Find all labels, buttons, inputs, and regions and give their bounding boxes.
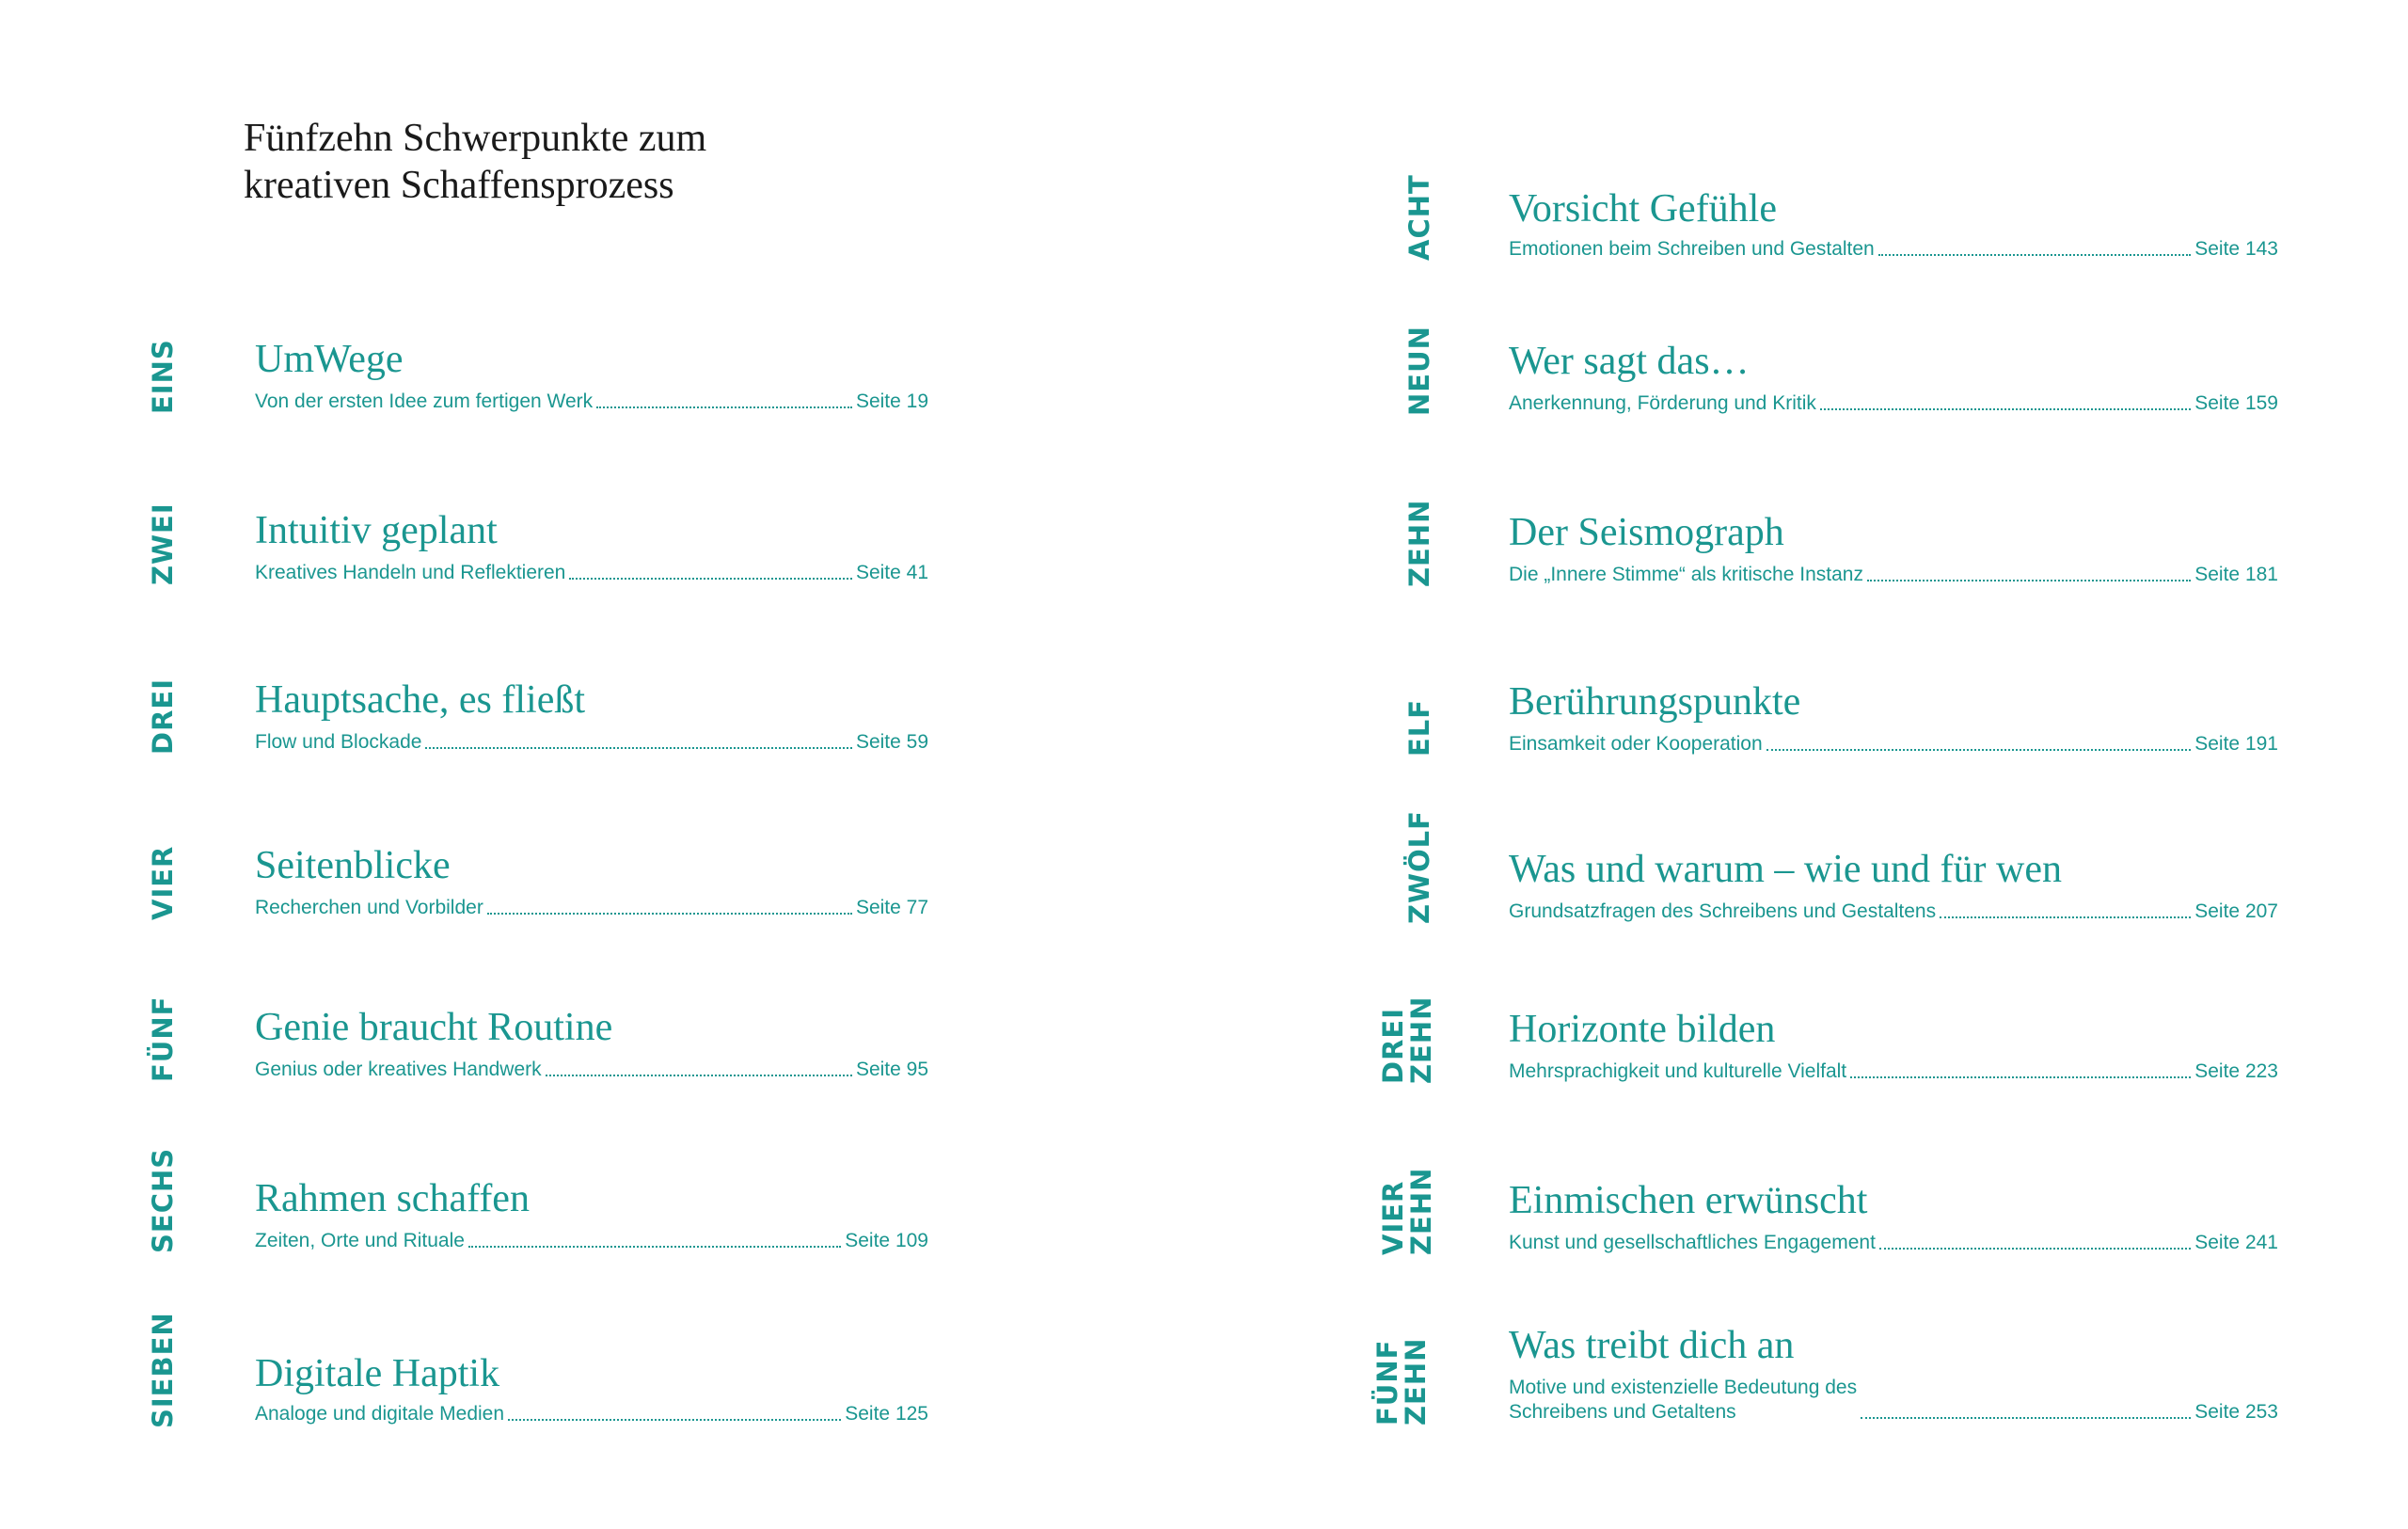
chapter-number-line: ZEHN <box>1405 995 1437 1084</box>
chapter-number <box>149 1148 177 1253</box>
chapter-subtitle-line: Anerkennung, Förderung und Kritik <box>1509 392 1816 414</box>
dotted-leader <box>487 913 852 915</box>
chapter-number-line: DREI <box>147 677 179 755</box>
chapter-subtitle-row <box>255 1402 928 1426</box>
chapter-subtitle <box>1509 1231 1876 1255</box>
chapter-number-line: EINS <box>147 339 179 414</box>
chapter-number <box>1405 500 1434 587</box>
chapter-subtitle <box>1509 563 1863 587</box>
chapter-number-line: NEUN <box>1403 326 1435 416</box>
dotted-leader <box>1878 254 2192 256</box>
chapter-subtitle <box>255 1402 504 1426</box>
chapter-number-line: ZWEI <box>147 502 179 585</box>
chapter-subtitle <box>1509 1376 1857 1425</box>
chapter-title: Was und warum – wie und für wen <box>1509 848 2062 891</box>
page-reference: Seite 41 <box>855 562 928 583</box>
chapter-subtitle <box>255 561 565 585</box>
dotted-leader <box>425 747 852 749</box>
chapter-subtitle-row <box>255 730 928 755</box>
chapter-subtitle-row <box>1509 563 2278 587</box>
page-title-line-2: kreativen Schaffensprozess <box>244 164 674 207</box>
chapter-subtitle <box>255 1058 542 1082</box>
chapter-number <box>1379 1168 1435 1255</box>
chapter-subtitle-row <box>1509 1376 2278 1425</box>
chapter-number <box>149 846 177 920</box>
dotted-leader <box>1850 1076 2191 1078</box>
chapter-subtitle-line: Von der ersten Idee zum fertigen Werk <box>255 390 594 412</box>
chapter-subtitle-line: Grundsatzfragen des Schreibens und Gestaltens <box>1509 900 1937 922</box>
chapter-number-line: ELF <box>1403 698 1435 757</box>
chapter-subtitle-line: Recherchen und Vorbilder <box>255 897 483 918</box>
chapter-title: Seitenblicke <box>255 844 451 887</box>
dotted-leader <box>1820 408 2191 410</box>
page-reference: Seite 19 <box>855 390 928 412</box>
chapter-subtitle-row <box>1509 391 2278 416</box>
chapter-number-line: ZEHN <box>1400 1337 1432 1425</box>
chapter-number-line: SECHS <box>147 1147 179 1253</box>
chapter-subtitle-line: Die „Innere Stimme“ als kritische Instanz <box>1509 564 1863 585</box>
chapter-title: Digitale Haptik <box>255 1352 500 1395</box>
chapter-subtitle <box>255 1229 465 1253</box>
page-reference: Seite 223 <box>2194 1060 2278 1082</box>
page-reference: Seite 77 <box>855 897 928 918</box>
chapter-subtitle <box>1509 1059 1846 1084</box>
chapter-title: UmWege <box>255 338 404 381</box>
chapter-subtitle <box>1509 732 1763 757</box>
page-reference: Seite 159 <box>2194 392 2278 414</box>
chapter-number-line: FÜNF <box>1371 1339 1403 1425</box>
page-reference: Seite 59 <box>855 731 928 753</box>
chapter-number <box>149 339 177 414</box>
chapter-subtitle-row <box>255 1058 928 1082</box>
chapter-number-line: ZWÖLF <box>1403 810 1435 924</box>
chapter-number <box>149 502 177 585</box>
chapter-number <box>149 678 177 755</box>
chapter-subtitle <box>255 390 593 414</box>
chapter-subtitle-line: Einsamkeit oder Kooperation <box>1509 733 1763 755</box>
page-reference: Seite 109 <box>845 1230 928 1251</box>
page-reference: Seite 181 <box>2194 564 2278 585</box>
chapter-subtitle-line: Zeiten, Orte und Rituale <box>255 1230 465 1251</box>
chapter-subtitle-row <box>1509 237 2278 262</box>
chapter-subtitle-line: Motive und existenzielle Bedeutung des <box>1509 1377 1858 1398</box>
chapter-subtitle-line: Schreibens und Getaltens <box>1509 1401 1736 1423</box>
chapter-number-line: VIER <box>147 845 179 920</box>
chapter-number-line: ACHT <box>1403 174 1435 261</box>
dotted-leader <box>1940 916 2191 918</box>
chapter-number-line: SIEBEN <box>147 1312 179 1428</box>
chapter-subtitle-line: Genius oder kreatives Handwerk <box>255 1059 542 1080</box>
chapter-subtitle <box>255 896 483 920</box>
chapter-title: Hauptsache, es fließt <box>255 678 586 722</box>
chapter-subtitle-row <box>255 561 928 585</box>
chapter-subtitle-line: Kreatives Handeln und Reflektieren <box>255 562 566 583</box>
chapter-title: Vorsicht Gefühle <box>1509 187 1777 231</box>
chapter-subtitle-row <box>255 896 928 920</box>
chapter-number <box>1405 326 1434 416</box>
page-reference: Seite 125 <box>845 1403 928 1425</box>
chapter-number <box>1405 699 1434 757</box>
chapter-subtitle-row <box>1509 732 2278 757</box>
chapter-subtitle <box>1509 900 1936 924</box>
page-reference: Seite 241 <box>2194 1232 2278 1253</box>
chapter-subtitle-row <box>255 390 928 414</box>
chapter-number-line: ZEHN <box>1405 1167 1437 1255</box>
chapter-title: Einmischen erwünscht <box>1509 1179 1868 1222</box>
page-reference: Seite 143 <box>2194 238 2278 260</box>
dotted-leader <box>1861 1417 2191 1419</box>
chapter-subtitle <box>1509 237 1875 262</box>
chapter-title: Berührungspunkte <box>1509 680 1801 724</box>
chapter-number-line: ZEHN <box>1403 499 1435 587</box>
chapter-number <box>149 996 177 1082</box>
dotted-leader <box>1879 1248 2191 1250</box>
chapter-subtitle-line: Mehrsprachigkeit und kulturelle Vielfalt <box>1509 1060 1847 1082</box>
chapter-title: Horizonte bilden <box>1509 1008 1776 1051</box>
dotted-leader <box>1766 749 2192 751</box>
dotted-leader <box>546 1075 852 1076</box>
chapter-title: Was treibt dich an <box>1509 1324 1795 1367</box>
chapter-subtitle-row <box>255 1229 928 1253</box>
chapter-number <box>1405 174 1434 261</box>
chapter-title: Genie braucht Routine <box>255 1006 613 1049</box>
page-reference: Seite 191 <box>2194 733 2278 755</box>
chapter-subtitle <box>255 730 421 755</box>
chapter-subtitle-row <box>1509 1059 2278 1084</box>
page-title <box>244 115 706 209</box>
chapter-subtitle-line: Analoge und digitale Medien <box>255 1403 505 1425</box>
page-reference: Seite 253 <box>2194 1401 2278 1423</box>
chapter-subtitle-line: Kunst und gesellschaftliches Engagement <box>1509 1232 1876 1253</box>
chapter-number-line: DREI <box>1377 1007 1409 1084</box>
page-reference: Seite 207 <box>2194 900 2278 922</box>
page-title-line-1: Fünfzehn Schwerpunkte zum <box>244 117 707 160</box>
dotted-leader <box>569 578 852 580</box>
dotted-leader <box>1867 580 2191 581</box>
chapter-subtitle-row <box>1509 900 2278 924</box>
chapter-title: Intuitiv geplant <box>255 509 498 552</box>
page-reference: Seite 95 <box>855 1059 928 1080</box>
chapter-number-line: VIER <box>1377 1180 1409 1255</box>
chapter-subtitle-line: Flow und Blockade <box>255 731 422 753</box>
chapter-subtitle-row <box>1509 1231 2278 1255</box>
chapter-number <box>1373 1338 1430 1425</box>
chapter-subtitle <box>1509 391 1816 416</box>
dotted-leader <box>468 1246 841 1248</box>
dotted-leader <box>596 406 852 408</box>
chapter-subtitle-line: Emotionen beim Schreiben und Gestalten <box>1509 238 1875 260</box>
chapter-number-line: FÜNF <box>147 995 179 1082</box>
chapter-number <box>149 1312 177 1428</box>
chapter-title: Der Seismograph <box>1509 511 1784 554</box>
dotted-leader <box>508 1419 841 1421</box>
chapter-title: Rahmen schaffen <box>255 1177 530 1220</box>
chapter-title: Wer sagt das… <box>1509 340 1750 383</box>
chapter-number <box>1379 996 1435 1084</box>
chapter-number <box>1405 810 1434 924</box>
